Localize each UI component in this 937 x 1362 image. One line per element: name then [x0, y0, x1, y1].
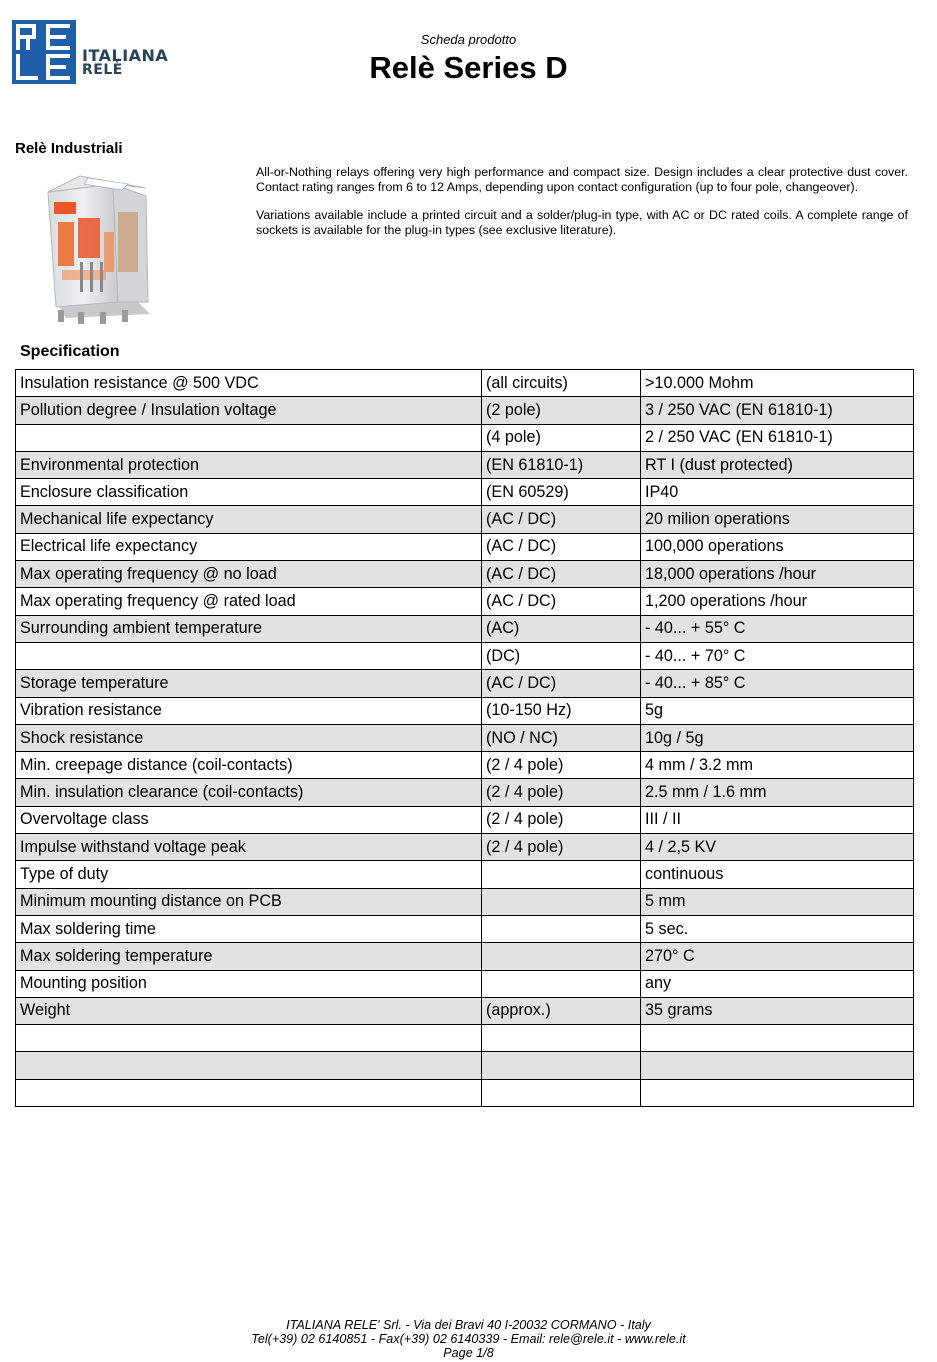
- table-row: [16, 970, 914, 997]
- spec-value: 5 sec.: [641, 915, 914, 942]
- spec-parameter: Impulse withstand voltage peak: [16, 834, 482, 861]
- spec-parameter: Max soldering time: [16, 915, 482, 942]
- spec-value: 20 milion operations: [641, 506, 914, 533]
- spec-parameter: Mechanical life expectancy: [16, 506, 482, 533]
- spec-value: 35 grams: [641, 997, 914, 1024]
- spec-value: - 40... + 55° C: [641, 615, 914, 642]
- spec-condition: (AC / DC): [482, 561, 641, 588]
- specification-table: [15, 369, 914, 1107]
- spec-condition: (DC): [482, 642, 641, 669]
- table-row: [16, 506, 914, 533]
- spec-condition: (2 / 4 pole): [482, 779, 641, 806]
- spec-condition: (4 pole): [482, 424, 641, 451]
- spec-parameter: Max operating frequency @ rated load: [16, 588, 482, 615]
- spec-condition: (approx.): [482, 997, 641, 1024]
- table-row: [16, 943, 914, 970]
- table-row: [16, 779, 914, 806]
- spec-parameter: Max soldering temperature: [16, 943, 482, 970]
- table-row: [16, 861, 914, 888]
- table-row: [16, 370, 914, 397]
- footer-page-number: Page 1/8: [443, 1346, 494, 1361]
- description-paragraph-1: All-or-Nothing relays offering very high performance and compact size. Design includes a clear protective dust cover. Contact rating ranges from 6 to 12 Amps, depending upon contact configuration (up to four pole, changeover).: [256, 165, 908, 194]
- table-row: [16, 397, 914, 424]
- specification-title: Specification: [20, 343, 120, 360]
- table-row: [16, 588, 914, 615]
- spec-parameter: Storage temperature: [16, 670, 482, 697]
- spec-parameter: Vibration resistance: [16, 697, 482, 724]
- document-kind: Scheda prodotto: [420, 32, 517, 47]
- spec-value: 18,000 operations /hour: [641, 561, 914, 588]
- spec-condition: (AC): [482, 615, 641, 642]
- spec-parameter: Overvoltage class: [16, 806, 482, 833]
- spec-value: [641, 1025, 914, 1052]
- spec-parameter: Insulation resistance @ 500 VDC: [16, 370, 482, 397]
- spec-value: 4 / 2,5 KV: [641, 834, 914, 861]
- spec-condition: (2 / 4 pole): [482, 806, 641, 833]
- spec-condition: [482, 1052, 641, 1079]
- spec-parameter: Shock resistance: [16, 724, 482, 751]
- spec-value: IP40: [641, 479, 914, 506]
- spec-value: >10.000 Mohm: [641, 370, 914, 397]
- spec-condition: (AC / DC): [482, 670, 641, 697]
- spec-condition: (EN 61810-1): [482, 451, 641, 478]
- spec-condition: [482, 861, 641, 888]
- spec-condition: (AC / DC): [482, 506, 641, 533]
- spec-parameter: Minimum mounting distance on PCB: [16, 888, 482, 915]
- table-row: [16, 888, 914, 915]
- table-row: [16, 670, 914, 697]
- specification-table-body: [16, 370, 914, 1107]
- spec-condition: (10-150 Hz): [482, 697, 641, 724]
- table-row: [16, 561, 914, 588]
- table-row: [16, 424, 914, 451]
- table-row: [16, 1079, 914, 1106]
- spec-parameter: Environmental protection: [16, 451, 482, 478]
- spec-parameter: [16, 1052, 482, 1079]
- table-row: [16, 479, 914, 506]
- spec-condition: [482, 1025, 641, 1052]
- spec-parameter: Min. insulation clearance (coil-contacts): [16, 779, 482, 806]
- table-row: [16, 915, 914, 942]
- spec-parameter: [16, 1079, 482, 1106]
- spec-value: 1,200 operations /hour: [641, 588, 914, 615]
- spec-value: [641, 1079, 914, 1106]
- spec-condition: [482, 1079, 641, 1106]
- table-row: [16, 997, 914, 1024]
- spec-condition: [482, 970, 641, 997]
- spec-value: - 40... + 70° C: [641, 642, 914, 669]
- table-row: [16, 806, 914, 833]
- description-paragraph-2: Variations available include a printed circuit and a solder/plug-in type, with AC or DC rated coils. A complete range of sockets is available for the plug-in types (see exclusive literature).: [256, 208, 908, 237]
- table-row: [16, 1052, 914, 1079]
- spec-value: 5 mm: [641, 888, 914, 915]
- page-title: Relè Series D: [369, 50, 568, 85]
- spec-parameter: Type of duty: [16, 861, 482, 888]
- spec-condition: (NO / NC): [482, 724, 641, 751]
- table-row: [16, 724, 914, 751]
- table-row: [16, 642, 914, 669]
- spec-parameter: Surrounding ambient temperature: [16, 615, 482, 642]
- spec-value: 2.5 mm / 1.6 mm: [641, 779, 914, 806]
- spec-parameter: [16, 642, 482, 669]
- table-row: [16, 697, 914, 724]
- spec-value: III / II: [641, 806, 914, 833]
- section-title: Relè Industriali: [15, 140, 123, 157]
- logo-line2: RELÈ: [82, 62, 123, 78]
- spec-condition: (AC / DC): [482, 588, 641, 615]
- spec-condition: (2 pole): [482, 397, 641, 424]
- table-row: [16, 1025, 914, 1052]
- spec-value: any: [641, 970, 914, 997]
- spec-value: 5g: [641, 697, 914, 724]
- spec-parameter: Enclosure classification: [16, 479, 482, 506]
- table-row: [16, 533, 914, 560]
- footer-address: ITALIANA RELE' Srl. - Via dei Bravi 40 I-20032 CORMANO - Italy: [286, 1318, 651, 1332]
- page-footer: [0, 1318, 937, 1361]
- footer-contacts: Tel(+39) 02 6140851 - Fax(+39) 02 6140339 - Email: rele@rele.it - www.rele.it: [251, 1332, 686, 1347]
- spec-parameter: Min. creepage distance (coil-contacts): [16, 752, 482, 779]
- product-description: [256, 165, 908, 251]
- table-row: [16, 752, 914, 779]
- spec-parameter: Electrical life expectancy: [16, 533, 482, 560]
- spec-value: 3 / 250 VAC (EN 61810-1): [641, 397, 914, 424]
- spec-value: 4 mm / 3.2 mm: [641, 752, 914, 779]
- relay-product-image: [18, 162, 178, 332]
- spec-value: - 40... + 85° C: [641, 670, 914, 697]
- spec-condition: (all circuits): [482, 370, 641, 397]
- table-row: [16, 834, 914, 861]
- spec-condition: (EN 60529): [482, 479, 641, 506]
- spec-parameter: [16, 1025, 482, 1052]
- logo-line1: ITALIANA: [82, 46, 169, 65]
- spec-value: [641, 1052, 914, 1079]
- table-row: [16, 615, 914, 642]
- spec-condition: [482, 943, 641, 970]
- spec-value: 2 / 250 VAC (EN 61810-1): [641, 424, 914, 451]
- spec-condition: [482, 888, 641, 915]
- spec-parameter: Weight: [16, 997, 482, 1024]
- spec-parameter: Max operating frequency @ no load: [16, 561, 482, 588]
- spec-value: RT I (dust protected): [641, 451, 914, 478]
- spec-value: 270° C: [641, 943, 914, 970]
- spec-condition: (2 / 4 pole): [482, 834, 641, 861]
- table-row: [16, 451, 914, 478]
- spec-condition: (2 / 4 pole): [482, 752, 641, 779]
- spec-condition: [482, 915, 641, 942]
- spec-parameter: [16, 424, 482, 451]
- spec-parameter: Pollution degree / Insulation voltage: [16, 397, 482, 424]
- spec-parameter: Mounting position: [16, 970, 482, 997]
- spec-value: 10g / 5g: [641, 724, 914, 751]
- spec-condition: (AC / DC): [482, 533, 641, 560]
- spec-value: 100,000 operations: [641, 533, 914, 560]
- spec-value: continuous: [641, 861, 914, 888]
